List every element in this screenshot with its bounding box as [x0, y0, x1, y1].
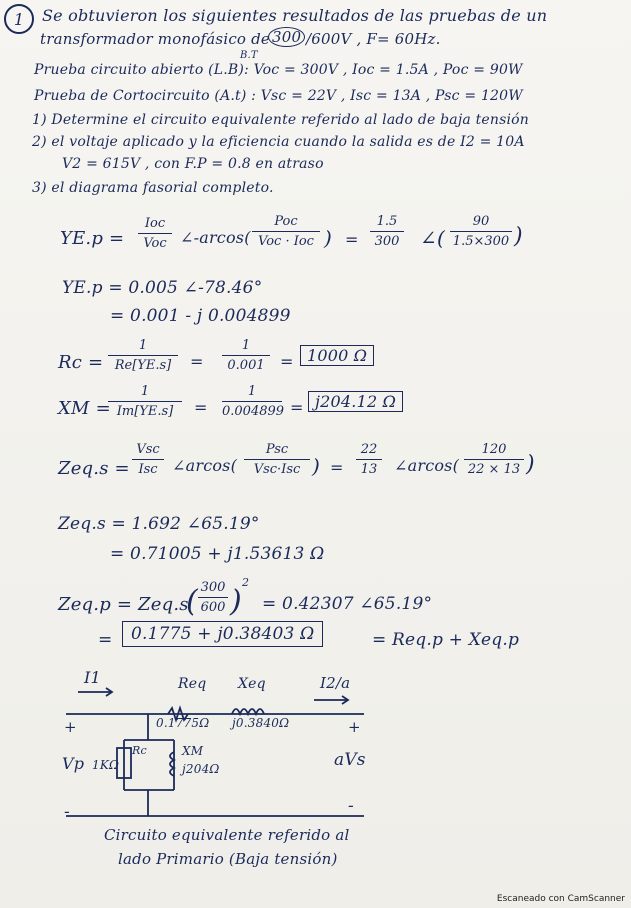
ye-frac-4: 90 1.5×300	[450, 214, 512, 249]
rc-frac-1: 1 Re[YE.s]	[108, 338, 178, 373]
circuit-req-value: 0.1775Ω	[156, 716, 210, 730]
circuit-i2a: I2/a	[320, 674, 351, 692]
circuit-avs: aVs	[334, 750, 366, 770]
circuit-minus-right: -	[348, 796, 354, 816]
zp-paren-open: (	[186, 584, 198, 619]
xm-frac-2: 1 0.004899	[222, 384, 285, 419]
statement-item-2b: V2 = 615V , con F.P = 0.8 en atraso	[62, 156, 324, 172]
rc-eq2: =	[280, 352, 294, 371]
zp-eq: =	[98, 630, 113, 650]
ye-rect: = 0.001 - j 0.004899	[110, 306, 291, 326]
xm-frac-1: 1 Im[YE.s]	[108, 384, 182, 419]
ye-close: )	[514, 224, 523, 249]
rc-eq1: =	[190, 352, 204, 371]
zp-boxed: 0.1775 + j0.38403 Ω	[122, 624, 323, 644]
ye-arcos: ∠-arcos(	[180, 228, 251, 247]
circuit-minus-left: -	[64, 802, 70, 822]
zs-arcos-2: ∠arcos(	[394, 456, 460, 475]
statement-circled-value: 300	[268, 28, 305, 46]
zs-frac-3: 22 13	[356, 442, 382, 477]
circuit-rc-value: 1KΩ	[92, 758, 120, 772]
circuit-vp: Vp	[62, 754, 85, 773]
rc-result: 1000 Ω	[300, 346, 374, 365]
statement-line-2a: transformador monofásico de	[40, 30, 271, 48]
scanner-watermark: Escaneado con CamScanner	[496, 894, 625, 904]
xm-result: j204.12 Ω	[308, 392, 403, 411]
statement-line-4: Prueba de Cortocircuito (A.t) : Vsc = 22V , Isc = 13A , Psc = 120W	[34, 88, 523, 104]
zs-lhs: Zeq.s =	[58, 458, 130, 479]
rc-lhs: Rc =	[58, 352, 104, 373]
statement-line-3: Prueba circuito abierto (L.B): Voc = 300V , Ioc = 1.5A , Poc = 90W	[34, 62, 523, 78]
zs-rect: = 0.71005 + j1.53613 Ω	[110, 544, 325, 564]
statement-item-1: 1) Determine el circuito equivalente referido al lado de baja tensión	[32, 112, 530, 128]
zs-frac-4: 120 22 × 13	[464, 442, 524, 477]
rc-frac-2: 1 0.001	[222, 338, 270, 373]
circuit-caption-2: lado Primario (Baja tensión)	[118, 850, 338, 868]
statement-item-2: 2) el voltaje aplicado y la eficiencia cuando la salida es de I2 = 10A	[32, 134, 525, 150]
xm-eq1: =	[194, 398, 208, 417]
zs-paren-2: )	[526, 452, 535, 477]
circuit-xm-label: XM	[182, 744, 204, 758]
ye-angle: ∠(	[420, 226, 445, 250]
circuit-xeq-value: j0.3840Ω	[232, 716, 290, 730]
circuit-xeq-label: Xeq	[238, 676, 266, 692]
zp-paren-close: )	[230, 584, 242, 619]
circuit-plus-left: +	[64, 718, 77, 736]
zs-arcos: ∠arcos(	[172, 456, 238, 475]
circuit-req-label: Req	[178, 676, 207, 692]
zp-lhs: Zeq.p = Zeq.s	[58, 594, 189, 615]
ye-lhs: YE.p =	[60, 228, 125, 249]
statement-item-3: 3) el diagrama fasorial completo.	[32, 180, 274, 196]
ye-frac-1: Ioc Voc	[138, 216, 172, 251]
circuit-rc-label: Rc	[132, 744, 147, 757]
zs-frac-1: Vsc Isc	[132, 442, 164, 477]
zp-ratio: 300 600	[198, 580, 228, 615]
zs-eq: =	[330, 458, 344, 477]
ye-frac-2: Poc Voc · Ioc	[252, 214, 320, 249]
zp-exp: 2	[242, 576, 250, 589]
ye-frac-3: 1.5 300	[370, 214, 404, 249]
statement-line-1: Se obtuvieron los siguientes resultados de las pruebas de un	[42, 6, 548, 25]
zp-tail: = Req.p + Xeq.p	[372, 630, 520, 650]
zs-paren: )	[312, 454, 321, 478]
circuit-plus-right: +	[348, 718, 361, 736]
circuit-caption-1: Circuito equivalente referido al	[104, 826, 350, 844]
zs-frac-2: Psc Vsc·Isc	[244, 442, 310, 477]
statement-line-2b: /600V , F= 60Hz.	[306, 30, 441, 48]
statement-superscript: B.T	[240, 50, 258, 61]
circuit-i1: I1	[84, 668, 101, 687]
xm-eq2: =	[290, 398, 304, 417]
xm-lhs: XM =	[58, 398, 111, 419]
problem-number: 1	[4, 4, 34, 34]
circuit-xm-value: j204Ω	[182, 762, 220, 776]
zs-result: Zeq.s = 1.692 ∠65.19°	[58, 514, 260, 534]
ye-result: YE.p = 0.005 ∠-78.46°	[62, 278, 263, 298]
zp-polar: = 0.42307 ∠65.19°	[262, 594, 433, 614]
ye-eq: =	[345, 230, 359, 249]
ye-paren: )	[324, 226, 333, 250]
